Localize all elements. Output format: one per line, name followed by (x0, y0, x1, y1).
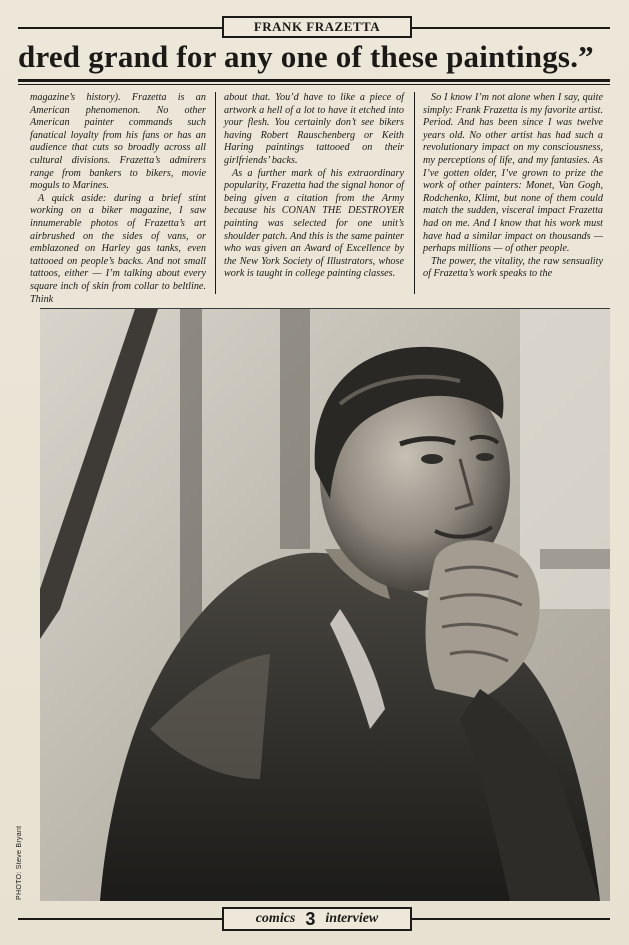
headline-rule (18, 79, 610, 82)
headline-rule-thin (18, 84, 610, 85)
column2-paragraph-2: As a further mark of his extraordinary popularity, Frazetta had the signal honor of being given a citation from the Army because his CONAN THE DESTROYER painting was selected for one unit’s shoulder patch. And this is the same painter who was given an Award of Excellence by the New York Society of Illustrators, whose work is taught in college painting classes. (224, 167, 404, 280)
page-number: 3 (305, 908, 316, 929)
column1-paragraph-2: A quick aside: during a brief stint working on a biker magazine, I saw innumerable photos of Frazetta’s art airbrushed on the sides of vans, or emblazoned on Harley gas tanks, even tattooed on people’s backs. And not small tattoos, either — I’m talking about every square inch of skin from collar to beltline. Think (30, 192, 206, 305)
portrait-photo (40, 308, 610, 900)
photo-credit: PHOTO: Steve Bryant (16, 825, 23, 900)
column-divider-1 (215, 92, 216, 294)
pull-quote-headline: dred grand for any one of these paintings.” (18, 39, 594, 74)
footer-left-text: comics (255, 911, 296, 926)
header-rule-left (18, 27, 222, 29)
column2-paragraph-1: about that. You’d have to like a piece of artwork a hell of a lot to have it etched into your flesh. You certainly don’t see bikers having Robert Rauschenberg or Keith Haring paintings tattooed on their girlfriends’ backs. (224, 92, 404, 166)
photo-credit-wrapper (14, 820, 26, 900)
column-divider-2 (414, 92, 415, 294)
text-column-1 (30, 92, 206, 305)
column3-paragraph-2: The power, the vitality, the raw sensuality of Frazetta’s work speaks to the (423, 255, 603, 280)
column3-paragraph-1: So I know I’m not alone when I say, quite simply: Frank Frazetta is my favorite artist. Period. And has been since I was twelve years old. No other artist has had such a revolutionary impact on my consciousness, my perceptions of life, and my fantasies. As I’ve gotten older, I’ve grown to prize the work of other painters: Monet, Van Gogh, Rodchenko, Klimt, but none of them could match the sudden, visceral impact Frazetta had on me. And I know that his work must have had a similar impact on thousands — perhaps millions — of other people. (423, 92, 603, 255)
text-column-2 (224, 92, 404, 292)
section-label: FRANK FRAZETTA (222, 16, 412, 38)
column1-paragraph-1: magazine’s history). Frazetta is an American phenomenon. No other American painter commands such fanatical loyalty from his fans or has an audience that cuts so broadly across all cultural divisions. Frazetta’s admirers range from bankers to bikers, movie moguls to Marines. (30, 92, 206, 192)
portrait-photo-illustration (40, 309, 610, 901)
text-column-3 (423, 92, 603, 292)
header-rule-right (412, 27, 610, 29)
footer-right-text: interview (325, 911, 379, 926)
footer-folio (222, 907, 412, 931)
